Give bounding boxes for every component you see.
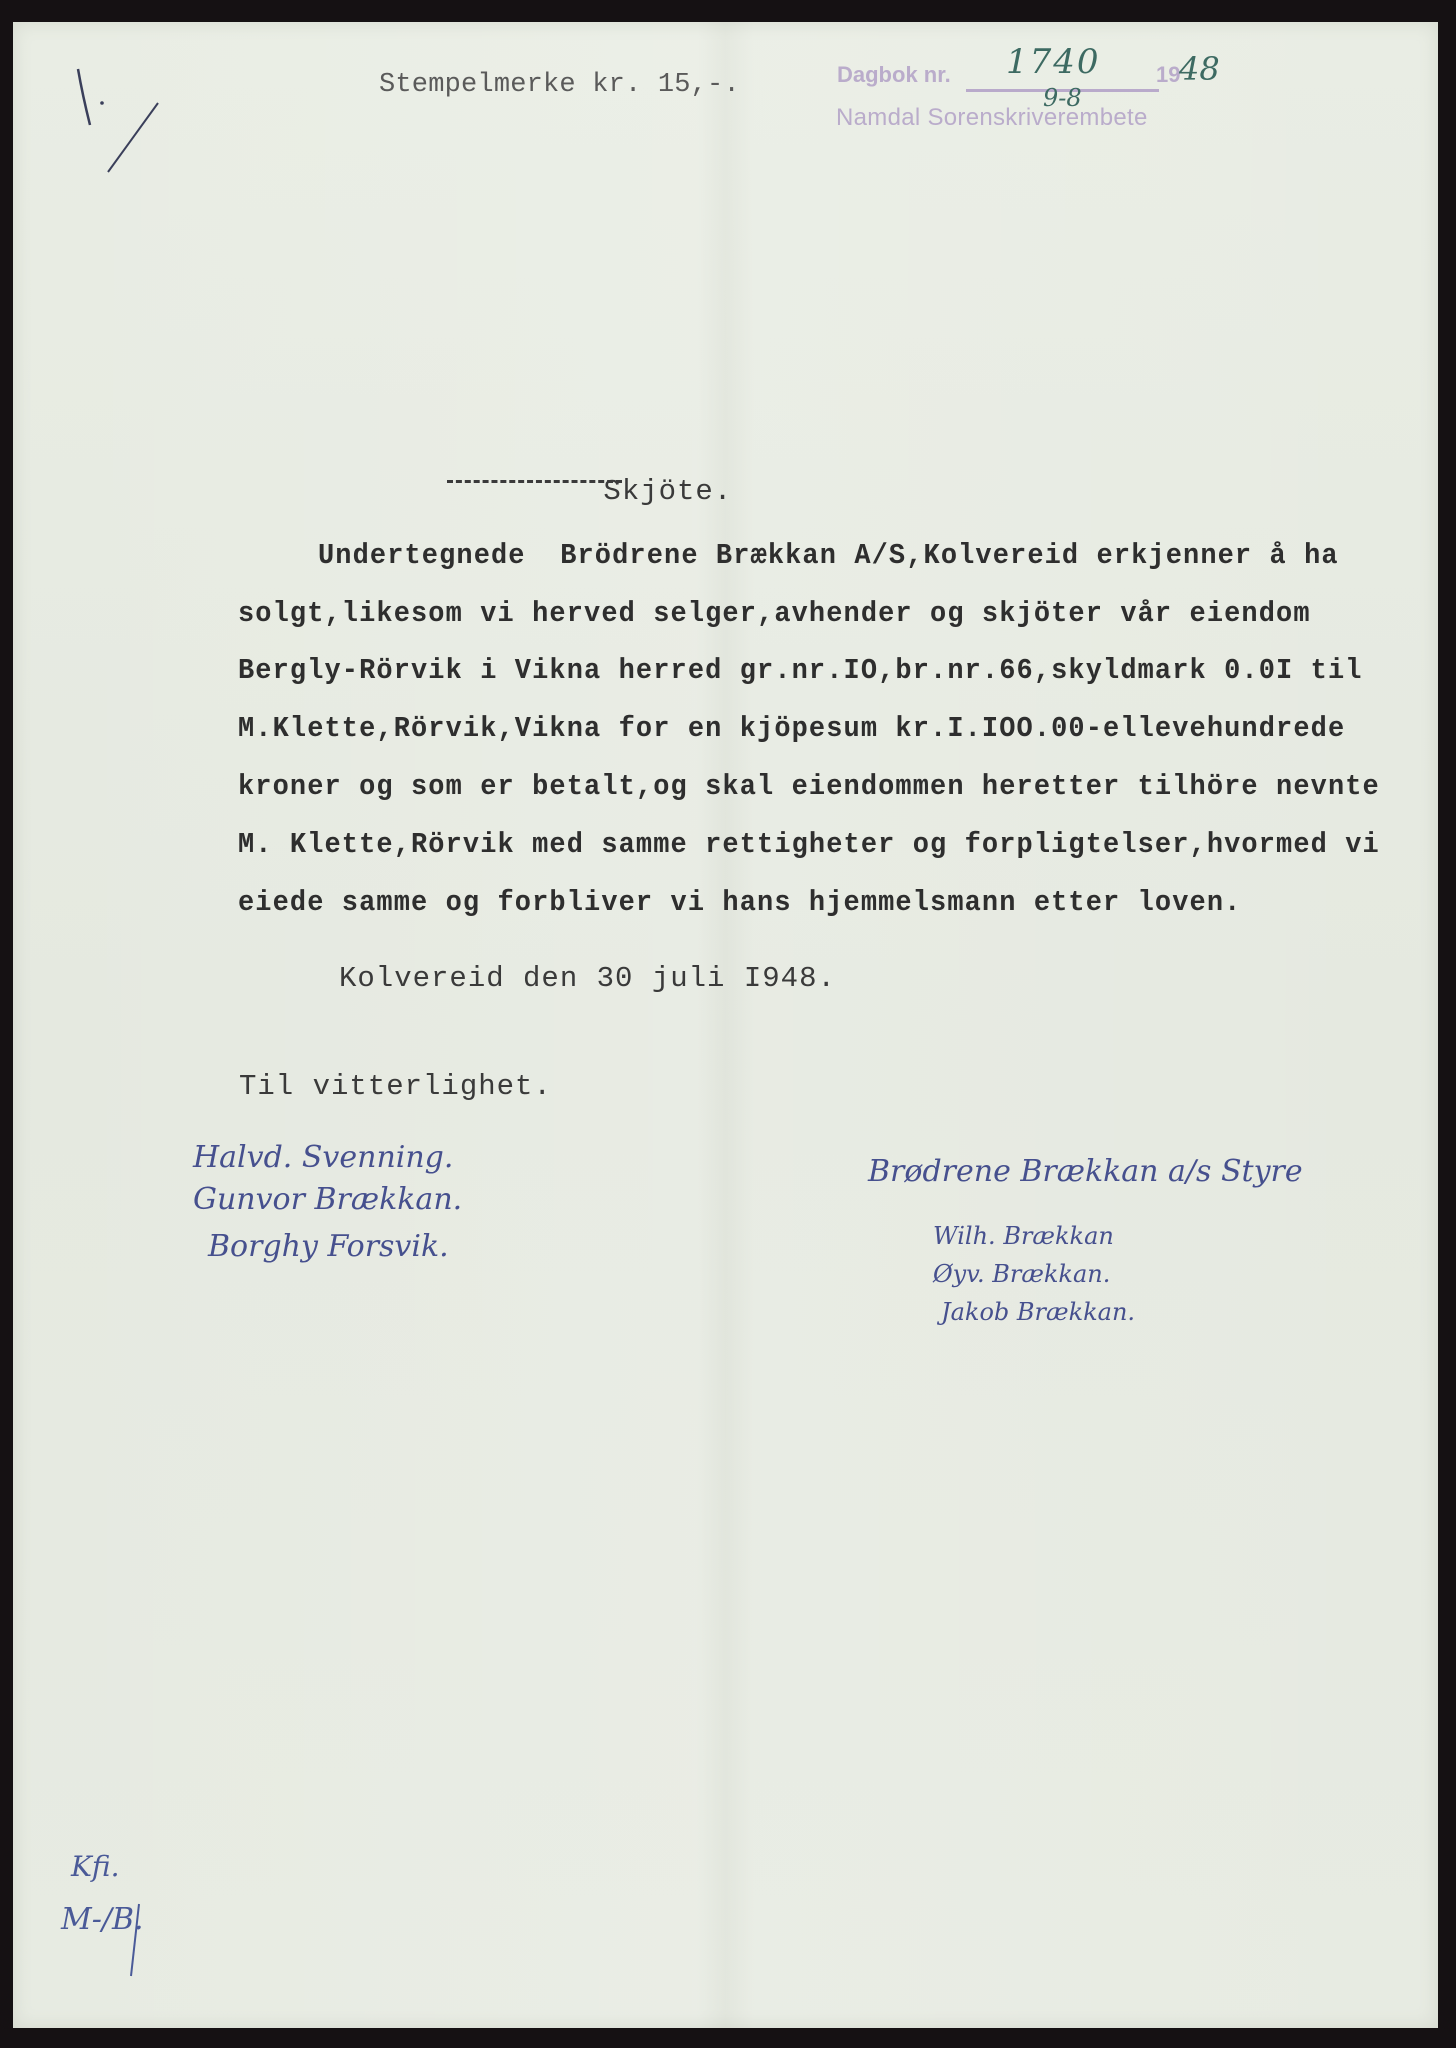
body-line-6: M. Klette,Rörvik med samme rettigheter og forpligtelser,hvormed vi xyxy=(238,828,1380,861)
title-underline xyxy=(447,480,622,483)
board-signature-1: Wilh. Brækkan xyxy=(933,1222,1114,1250)
body-line-7: eiede samme og forbliver vi hans hjemmelsmann etter loven. xyxy=(238,886,1242,919)
slash-mark-icon xyxy=(125,1900,145,1980)
margin-note-2: M-/B. xyxy=(61,1902,144,1937)
margin-note-1: Kfi. xyxy=(71,1850,120,1883)
body-line-1: Undertegnede Brödrene Brækkan A/S,Kolvereid erkjenner å ha xyxy=(318,539,1339,572)
registry-office: Namdal Sorenskriverembete xyxy=(836,104,1148,131)
witness-signature-1: Halvd. Svenning. xyxy=(193,1140,454,1175)
place-date: Kolvereid den 30 juli I948. xyxy=(339,962,836,995)
paper-sheet xyxy=(13,22,1438,2028)
board-signature-3: Jakob Brækkan. xyxy=(941,1298,1136,1326)
board-signature-2: Øyv. Brækkan. xyxy=(933,1260,1111,1288)
document-title-text: Skjöte. xyxy=(603,475,733,508)
registry-year-prefix: 19 xyxy=(1156,62,1181,87)
registry-number: 1740 xyxy=(1006,42,1101,82)
witness-heading: Til vitterlighet. xyxy=(239,1070,552,1103)
body-line-3: Bergly-Rörvik i Vikna herred gr.nr.IO,br.nr.66,skyldmark 0.0I til xyxy=(238,654,1363,687)
company-signature: Brødrene Brækkan a/s Styre xyxy=(868,1154,1303,1189)
registry-stamp-label: Dagbok nr. xyxy=(837,62,951,87)
body-line-4: M.Klette,Rörvik,Vikna for en kjöpesum kr.I.IOO.00-ellevehundrede xyxy=(238,712,1346,745)
document-title xyxy=(493,442,732,541)
body-line-2: solgt,likesom vi herved selger,avhender og skjöter vår eiendom xyxy=(238,597,1311,630)
registry-date: 9-8 xyxy=(1043,84,1082,112)
registry-year-suffix: 48 xyxy=(1179,50,1220,88)
witness-signature-3: Borghy Forsvik. xyxy=(208,1229,449,1264)
stamp-fee-text: Stempelmerke kr. 15,-. xyxy=(379,70,740,100)
witness-signature-2: Gunvor Brækkan. xyxy=(193,1182,463,1217)
body-line-5: kroner og som er betalt,og skal eiendommen heretter tilhöre nevnte xyxy=(238,770,1380,803)
corner-slash-icon xyxy=(68,47,158,177)
